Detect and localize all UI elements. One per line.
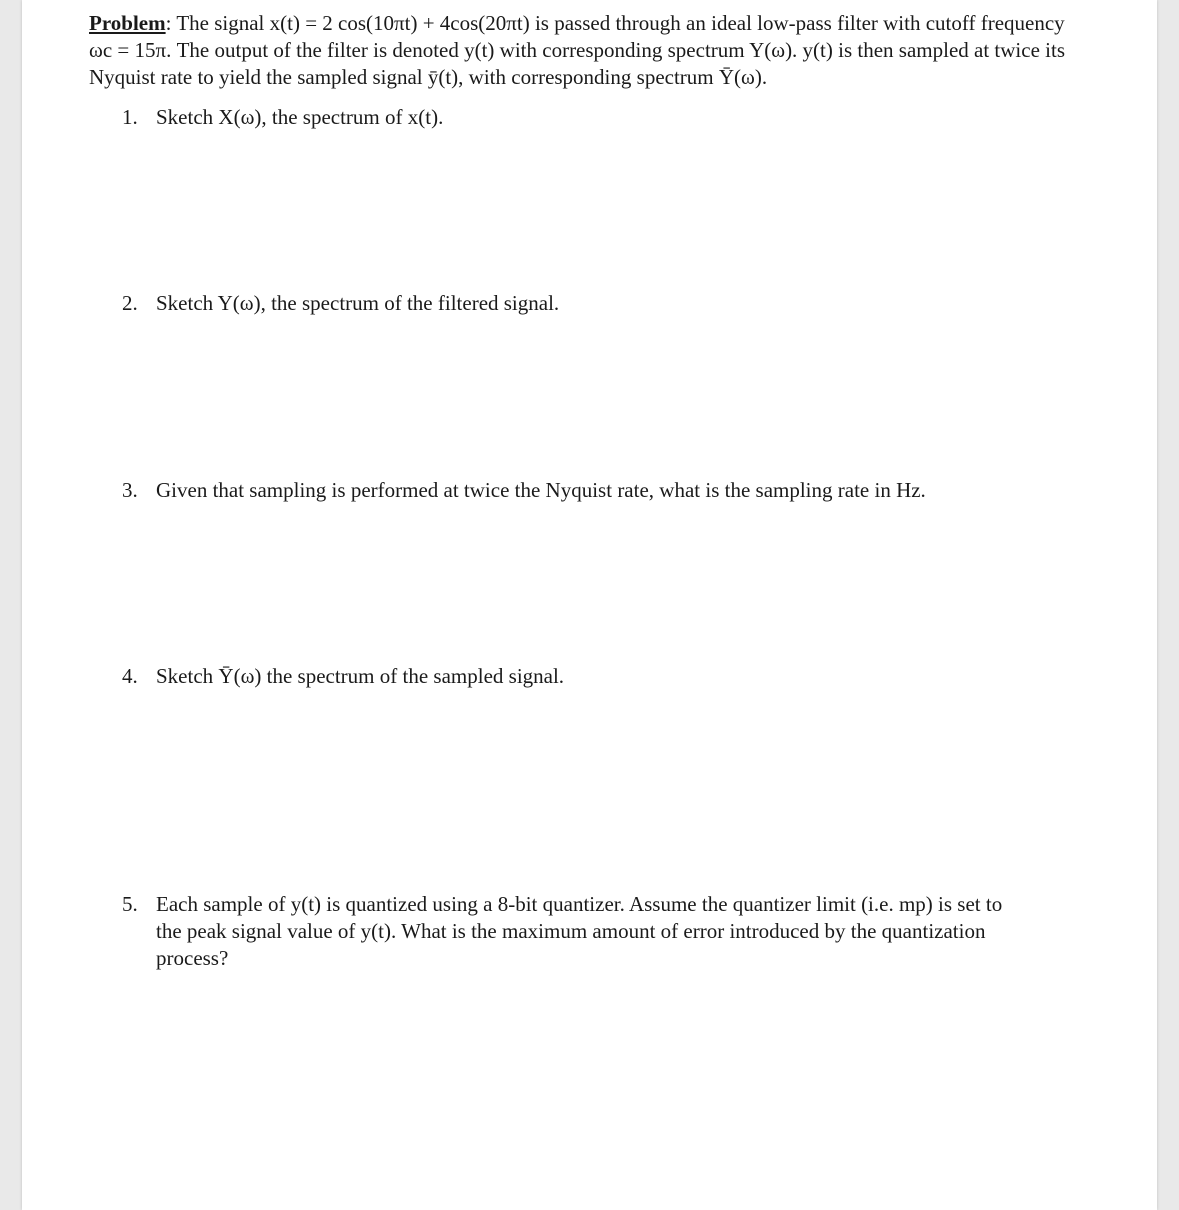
question-4-line-1: Sketch Ȳ(ω) the spectrum of the sampled signal. xyxy=(156,664,565,688)
question-5-line-3: process? xyxy=(156,946,229,970)
question-3-line-1: Given that sampling is performed at twice the Nyquist rate, what is the sampling rate in Hz. xyxy=(156,478,926,502)
question-3-number: 3. xyxy=(122,478,138,502)
problem-line-1 xyxy=(89,10,1099,37)
problem-text-line-2: ωc = 15π. The output of the filter is denoted y(t) with corresponding spectrum Y(ω). y(t) is then sampled at twice its xyxy=(89,38,1065,62)
question-1-text xyxy=(156,104,443,131)
question-2-number: 2. xyxy=(122,291,138,315)
problem-label: Problem xyxy=(89,11,166,35)
question-5-text xyxy=(156,891,1002,972)
question-2-line-1: Sketch Y(ω), the spectrum of the filtered signal. xyxy=(156,291,560,315)
problem-text-line-1: : The signal x(t) = 2 cos(10πt) + 4cos(20πt) is passed through an ideal low-pass filter with cutoff frequency xyxy=(165,11,1065,35)
question-5-number: 5. xyxy=(122,892,138,916)
question-5-line-1: Each sample of y(t) is quantized using a 8-bit quantizer. Assume the quantizer limit (i.e. mp) is set to xyxy=(156,892,1003,916)
question-1-line-1: Sketch X(ω), the spectrum of x(t). xyxy=(156,105,444,129)
question-4-text xyxy=(156,663,564,690)
problem-text-line-3: Nyquist rate to yield the sampled signal ȳ(t), with corresponding spectrum Ȳ(ω). xyxy=(89,65,768,89)
question-3-text xyxy=(156,477,926,504)
question-4-number: 4. xyxy=(122,664,138,688)
question-2-text xyxy=(156,290,559,317)
question-1-number: 1. xyxy=(122,105,138,129)
question-5-line-2: the peak signal value of y(t). What is the maximum amount of error introduced by the quantization xyxy=(156,919,986,943)
document-page xyxy=(22,0,1157,1210)
problem-statement xyxy=(89,10,1099,91)
